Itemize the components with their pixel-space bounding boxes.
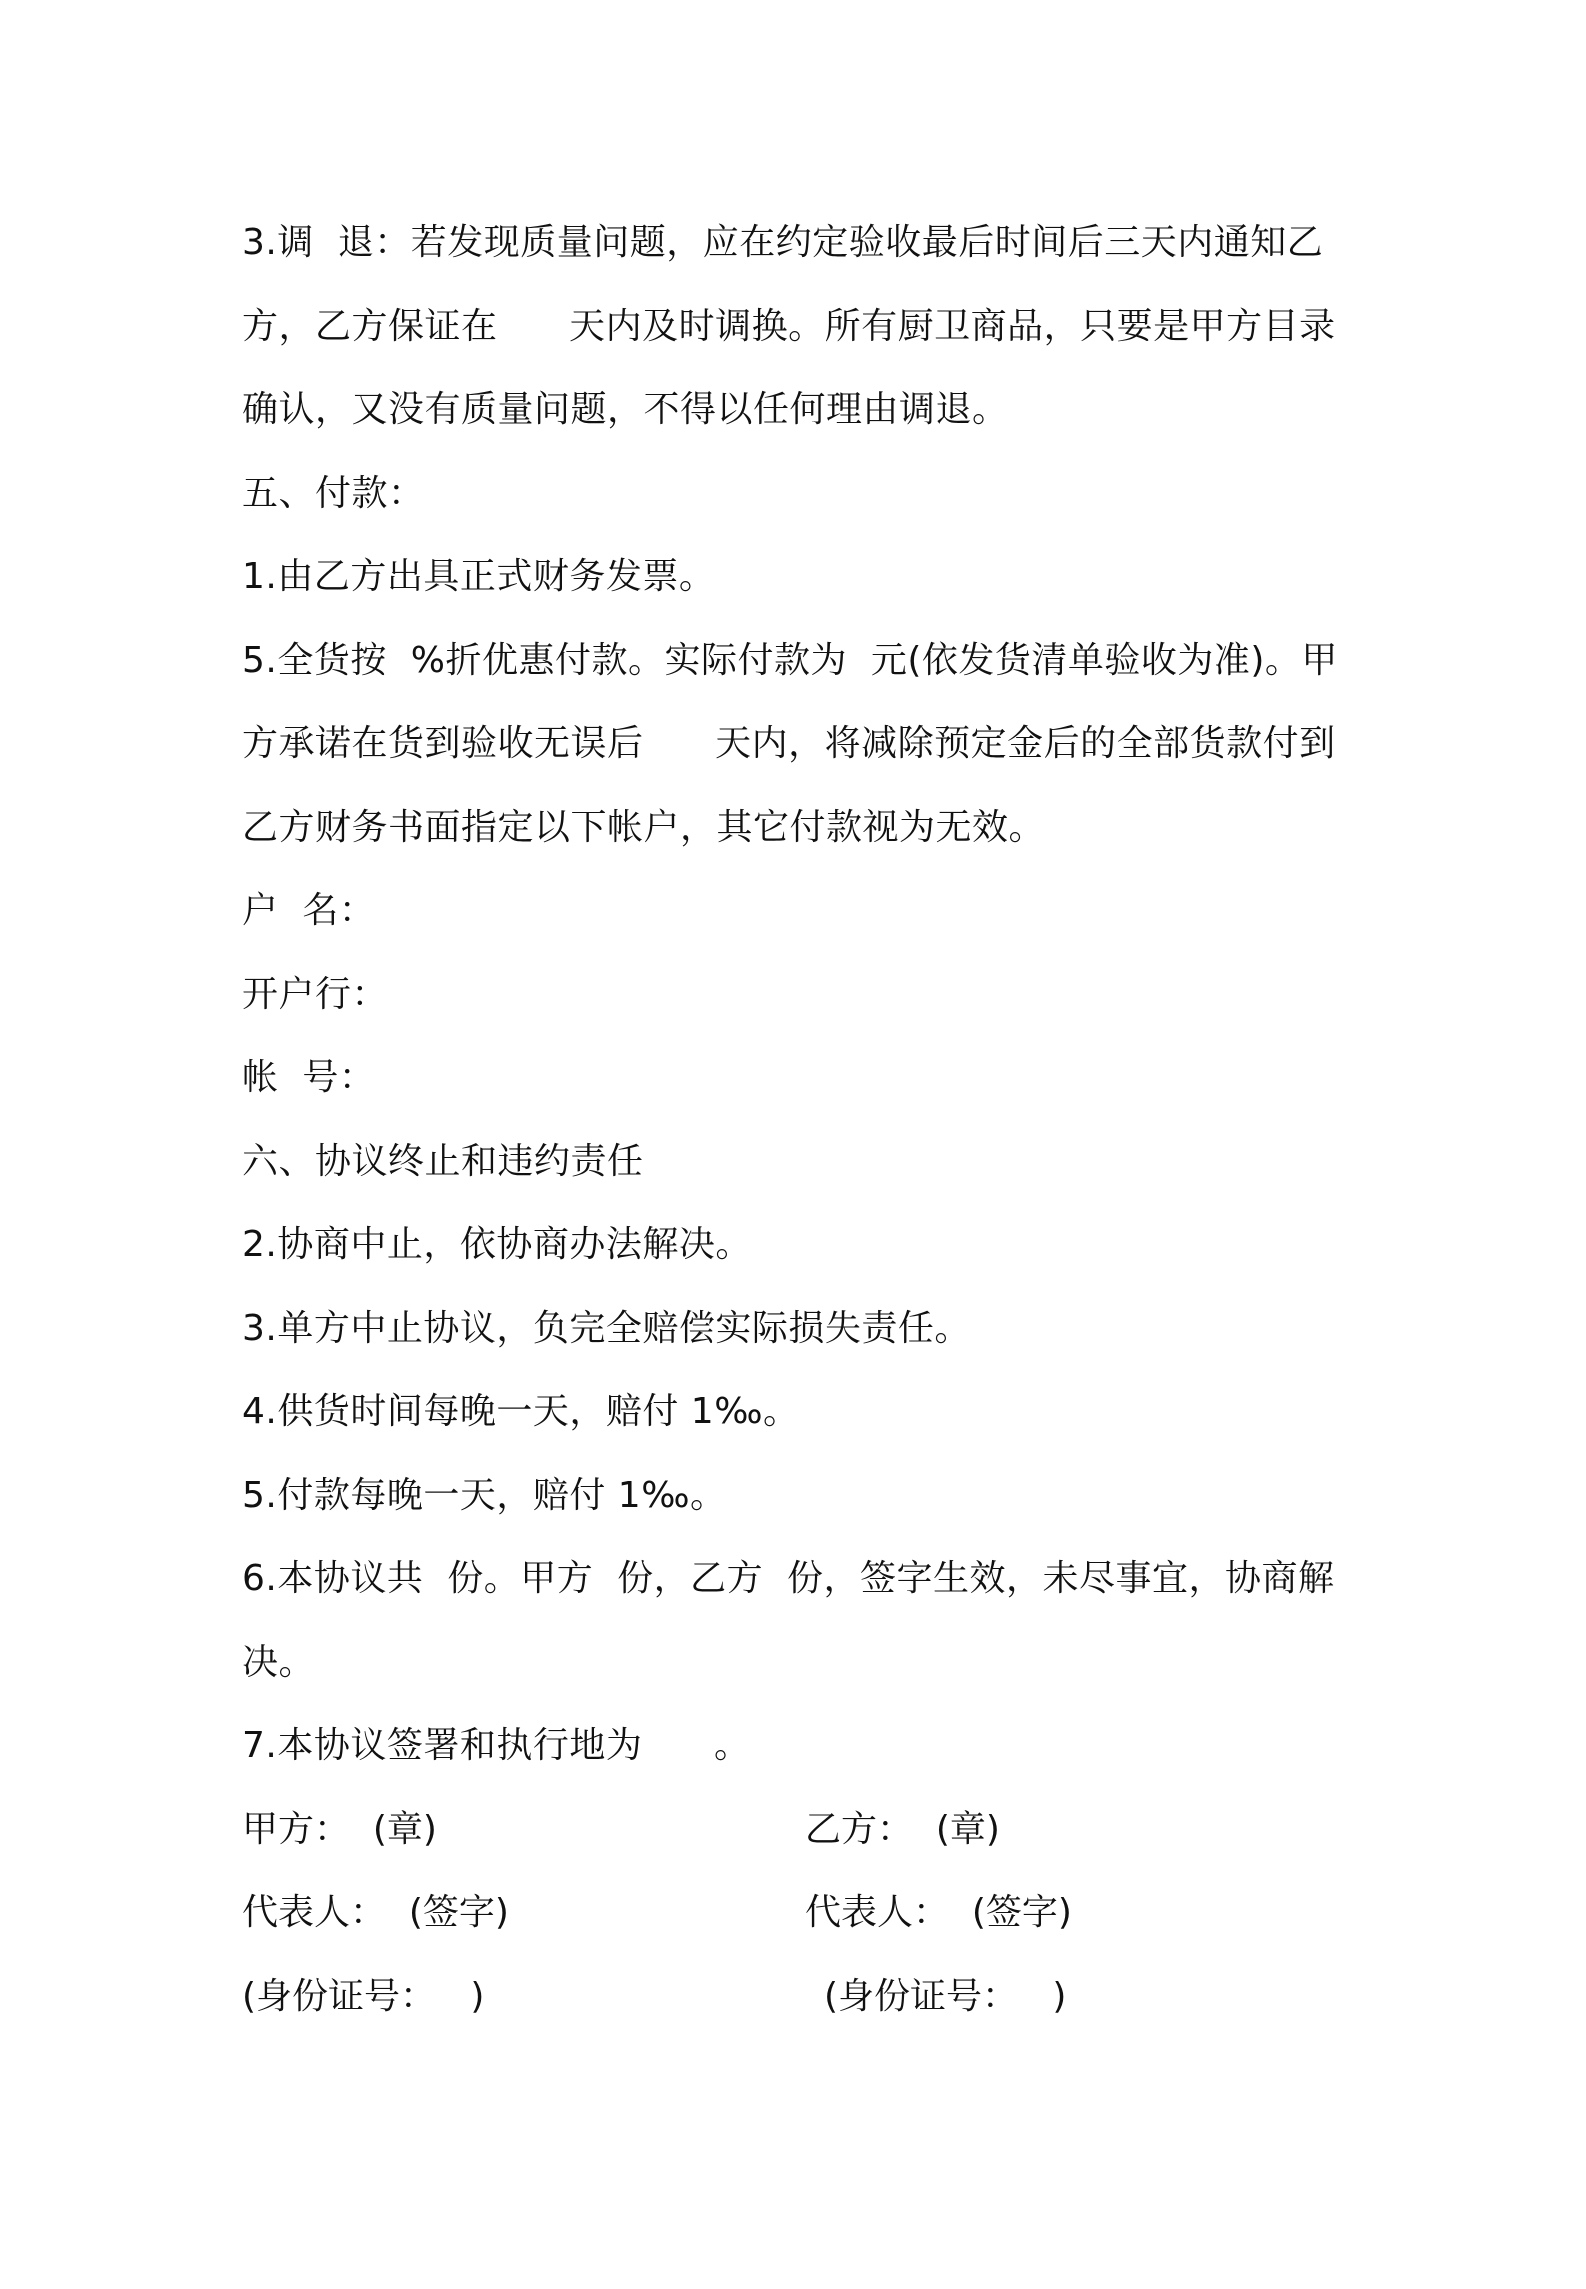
- termination-clause-5: 5.付款每晚一天，赔付 1‰。: [242, 1474, 727, 1516]
- clause-3-return-line-1: 3.调 退：若发现质量问题，应在约定验收最后时间后三天内通知乙: [242, 222, 1324, 263]
- party-b-seal: 乙方： (章): [805, 1808, 1000, 1850]
- termination-clause-3: 3.单方中止协议，负完全赔偿实际损失责任。: [242, 1307, 971, 1349]
- document-page: [242, 201, 1352, 2038]
- account-number-field: 帐 号：: [242, 1057, 376, 1098]
- termination-clause-2: 2.协商中止，依协商办法解决。: [242, 1224, 752, 1265]
- payment-clause-5-line-2: 方承诺在货到验收无误后 天内，将减除预定金后的全部货款付到: [242, 723, 1336, 764]
- party-a-representative: 代表人： (签字): [242, 1892, 509, 1933]
- signature-row-seal: [242, 1788, 1352, 1872]
- signature-row-representative: [242, 1871, 1352, 1955]
- clause-3-return-line-3: 确认，又没有质量问题，不得以任何理由调退。: [242, 389, 1009, 430]
- payment-clause-5-line-1: 5.全货按 %折优惠付款。实际付款为 元(依发货清单验收为准)。甲: [242, 639, 1338, 681]
- signature-row-id-number: [242, 1955, 1352, 2039]
- payment-clause-5-line-3: 乙方财务书面指定以下帐户，其它付款视为无效。: [242, 806, 1046, 848]
- party-b-representative: 代表人： (签字): [805, 1892, 1072, 1933]
- party-a-seal: 甲方： (章): [242, 1808, 437, 1850]
- party-b-id-number: (身份证号： ): [824, 1975, 1067, 2017]
- clause-3-return-line-2: 方，乙方保证在 天内及时调换。所有厨卫商品，只要是甲方目录: [242, 305, 1336, 347]
- termination-clause-6-line-2: 决。: [242, 1641, 316, 1683]
- bank-field: 开户行：: [242, 973, 389, 1015]
- termination-clause-6-line-1: 6.本协议共 份。甲方 份，乙方 份，签字生效，未尽事宜，协商解: [242, 1558, 1335, 1599]
- account-name-field: 户 名：: [242, 890, 376, 931]
- termination-clause-4: 4.供货时间每晚一天，赔付 1‰。: [242, 1391, 800, 1432]
- section-6-heading: 六、协议终止和违约责任: [242, 1140, 644, 1182]
- party-a-id-number: (身份证号： ): [242, 1975, 485, 2017]
- payment-clause-1: 1.由乙方出具正式财务发票。: [242, 556, 716, 597]
- termination-clause-7: 7.本协议签署和执行地为 。: [242, 1725, 751, 1766]
- section-5-heading: 五、付款：: [242, 472, 425, 514]
